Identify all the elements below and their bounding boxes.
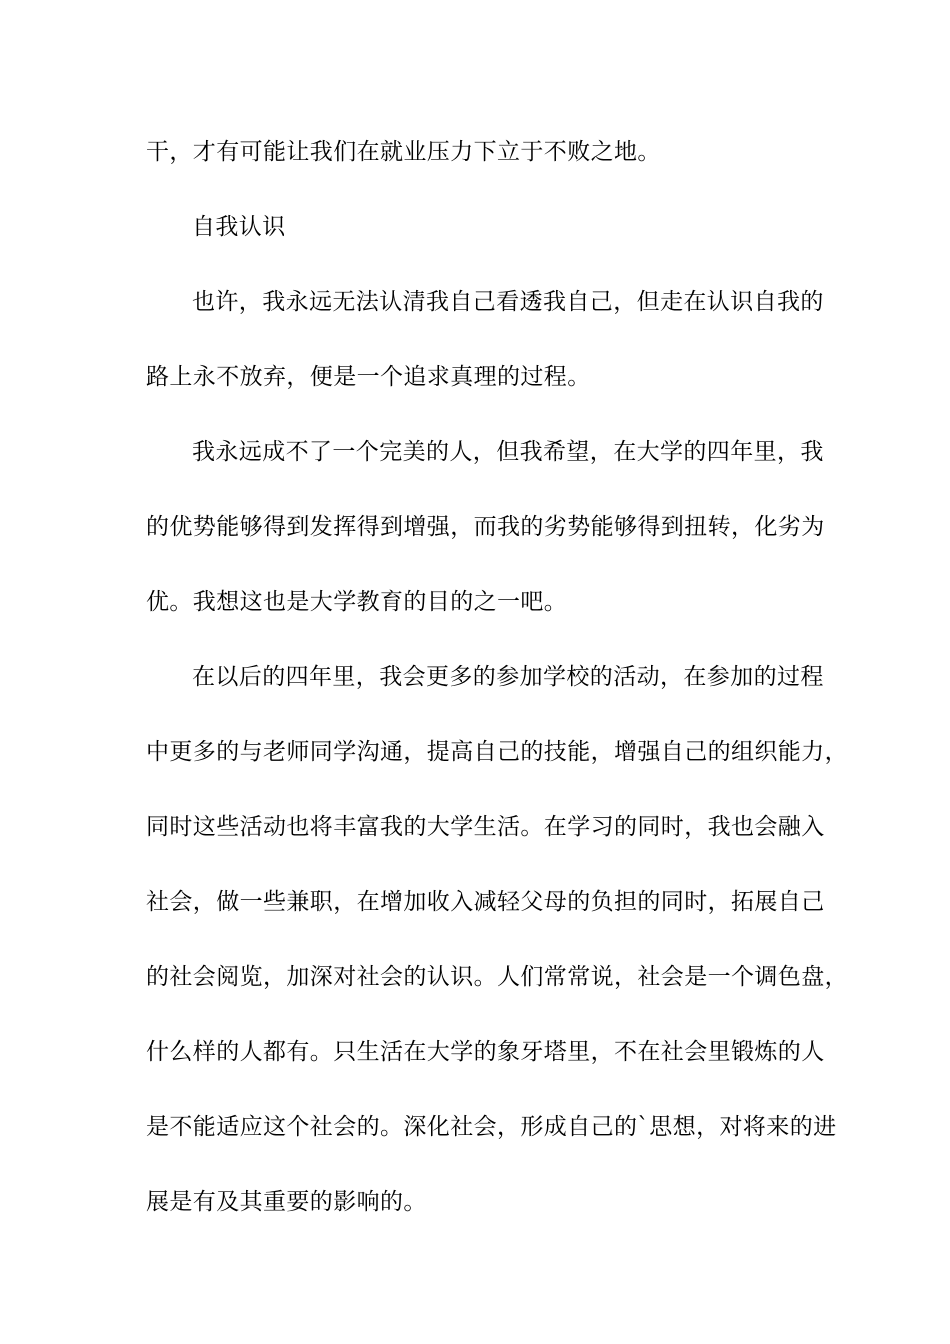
section-heading: 自我认识 <box>192 214 286 240</box>
text-line-1: 干，才有可能让我们在就业压力下立于不败之地。 <box>146 139 661 165</box>
text-line-12: 的社会阅览，加深对社会的认识。人们常常说，社会是一个调色盘， <box>146 964 848 990</box>
text-line-14: 是不能适应这个社会的。深化社会，形成自己的`思想，对将来的进 <box>146 1114 837 1140</box>
text-line-10: 同时这些活动也将丰富我的大学生活。在学习的同时，我也会融入 <box>146 814 825 840</box>
text-line-11: 社会，做一些兼职，在增加收入减轻父母的负担的同时，拓展自己 <box>146 889 825 915</box>
text-line-8: 在以后的四年里，我会更多的参加学校的活动，在参加的过程 <box>192 664 824 690</box>
text-line-13: 什么样的人都有。只生活在大学的象牙塔里，不在社会里锻炼的人 <box>146 1039 825 1065</box>
text-line-4: 路上永不放弃，便是一个追求真理的过程。 <box>146 364 591 390</box>
text-line-7: 优。我想这也是大学教育的目的之一吧。 <box>146 589 568 615</box>
text-line-15: 展是有及其重要的影响的。 <box>146 1189 427 1215</box>
text-line-3: 也许，我永远无法认清我自己看透我自己，但走在认识自我的 <box>192 289 824 315</box>
text-line-5: 我永远成不了一个完美的人，但我希望，在大学的四年里，我 <box>192 439 824 465</box>
text-line-6: 的优势能够得到发挥得到增强，而我的劣势能够得到扭转，化劣为 <box>146 514 825 540</box>
text-line-9: 中更多的与老师同学沟通，提高自己的技能，增强自己的组织能力， <box>146 739 848 765</box>
